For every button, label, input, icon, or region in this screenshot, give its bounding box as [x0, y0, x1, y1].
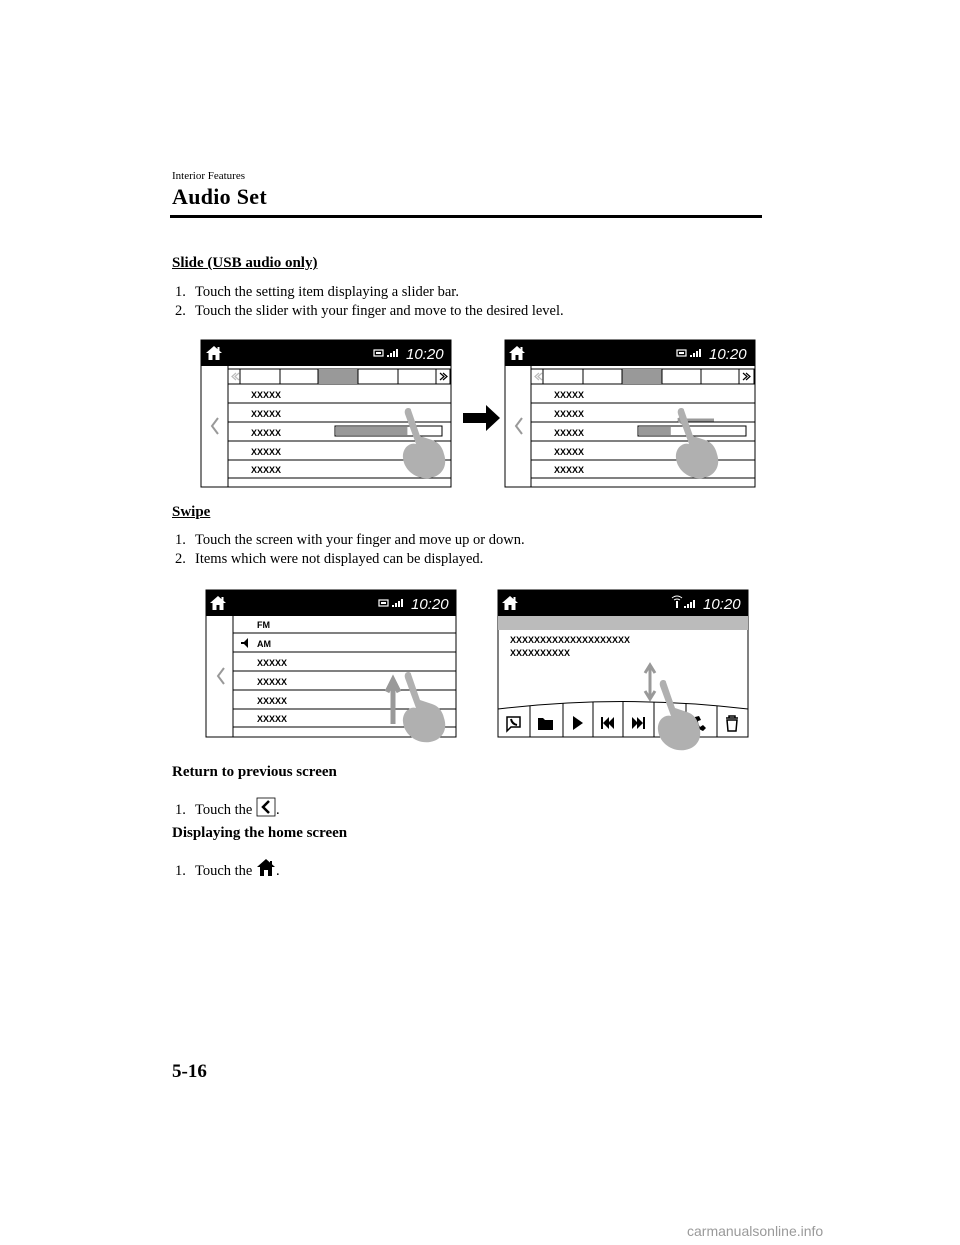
list-item: AM [257, 639, 271, 649]
list-item: FM [257, 620, 270, 630]
slider-item: XXXXX [251, 447, 282, 457]
swipe-step-2: 2. Items which were not displayed can be displayed. [175, 551, 484, 567]
swipe-step-1: 1. Touch the screen with your finger and move up or down. [175, 532, 525, 548]
clock: 10:20 [703, 596, 741, 613]
swipe-heading: Swipe [172, 504, 211, 520]
slider-screen-after [505, 340, 755, 487]
slider-item: XXXXX [554, 428, 585, 438]
slider-fill [639, 427, 671, 435]
slide-step-2: 2. Touch the slider with your finger and move to the desired level. [175, 303, 564, 319]
clock: 10:20 [411, 596, 449, 613]
back-chevron-icon [256, 797, 276, 817]
transition-arrow-icon [463, 405, 500, 431]
slider-item: XXXXX [251, 428, 282, 438]
slide-heading: Slide (USB audio only) [172, 255, 318, 271]
media-title: XXXXXXXXXXXXXXXXXXXX [510, 635, 631, 645]
list-item: XXXXX [257, 658, 288, 668]
home-heading: Displaying the home screen [172, 825, 348, 841]
slider-item: XXXXX [251, 465, 282, 475]
clock: 10:20 [406, 346, 444, 363]
swipe-media-screen [498, 590, 748, 750]
home-icon [256, 858, 276, 878]
slider-item: XXXXX [554, 390, 585, 400]
slide-step-1: 1. Touch the setting item displaying a slider bar. [175, 284, 459, 300]
list-item: XXXXX [257, 677, 288, 687]
media-subtitle: XXXXXXXXXX [510, 648, 571, 658]
list-item: XXXXX [257, 696, 288, 706]
clock: 10:20 [709, 346, 747, 363]
slider-item: XXXXX [251, 390, 282, 400]
slider-item: XXXXX [554, 465, 585, 475]
page-number: 5-16 [172, 1061, 207, 1082]
home-step-1: 1. Touch the . [175, 858, 280, 880]
slider-screen-before [201, 340, 451, 487]
slider-item: XXXXX [554, 447, 585, 457]
slider-item: XXXXX [251, 409, 282, 419]
slider-fill [336, 427, 407, 435]
page-title: Audio Set [172, 184, 267, 209]
list-item: XXXXX [257, 714, 288, 724]
return-step-1: 1. Touch the . [175, 797, 280, 819]
watermark: carmanualsonline.info [687, 1223, 824, 1239]
swipe-list-screen [206, 590, 456, 742]
slider-item: XXXXX [554, 409, 585, 419]
return-heading: Return to previous screen [172, 764, 337, 780]
section-label: Interior Features [172, 170, 245, 182]
